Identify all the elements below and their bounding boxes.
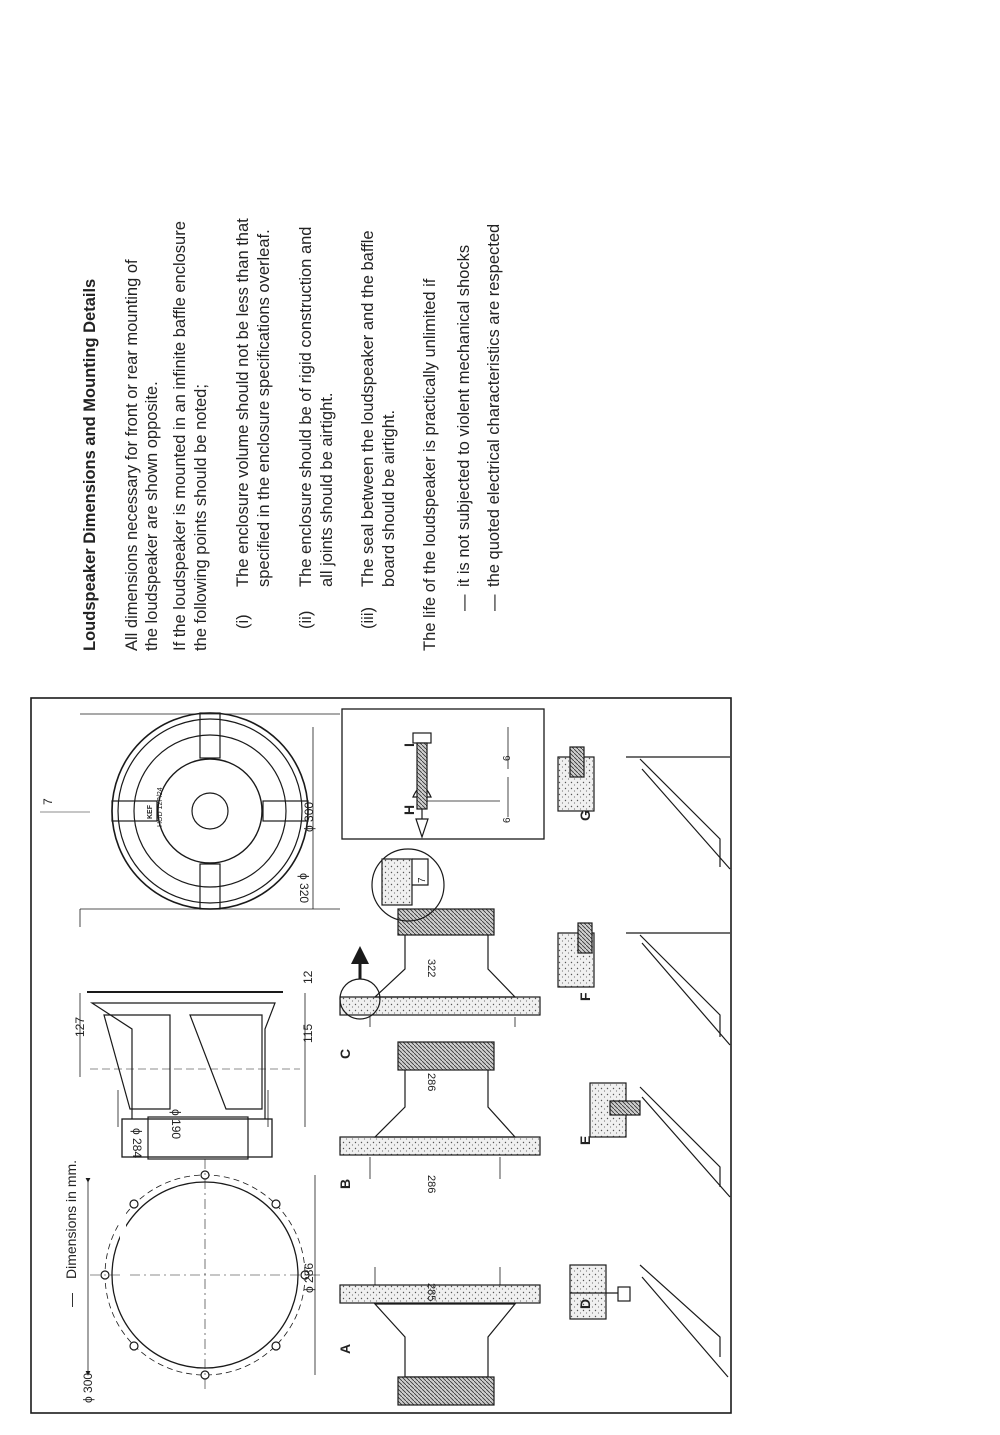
mount-c-drawing [340,909,540,1027]
dim-127: 127 [73,1016,87,1037]
mount-label-a: A [337,1343,353,1354]
dim-190: ϕ 190 [169,1109,183,1140]
dim-115: 115 [301,1023,315,1043]
dim-320: ϕ 320 [297,873,311,904]
intro-line: All dimensions necessary for front or rear mounting of [123,259,141,651]
units-note [63,1160,79,1307]
dim-300-right: ϕ 300 [302,801,316,832]
clamp-label-d: D [577,1298,593,1309]
dim-7-top: 7 [41,798,55,805]
baffle-line: the following points should be noted; [192,384,210,651]
clamp-label-g: G [577,810,593,821]
dim-inset-7: 7 [417,877,428,883]
section-heading: Loudspeaker Dimensions and Mounting Details [81,278,99,651]
condition-dash: — [485,594,503,611]
badge-brand: KEF [147,805,154,819]
mount-label-c: C [337,1048,353,1059]
point-text: board should be airtight. [380,409,398,587]
side-view [80,985,305,1281]
rear-view [40,713,340,927]
point-marker: (ii) [297,610,315,629]
dim-a-285: 285 [425,1283,437,1302]
life-intro: The life of the loudspeaker is practically unlimited if [421,278,439,651]
condition-dash: — [455,594,473,611]
dim-12: 12 [301,970,315,984]
mount-label-b: B [337,1178,353,1189]
point-text: specified in the enclosure specifications overleaf. [255,229,273,587]
dim-h-6: 6 [502,817,513,823]
dim-c-286: 286 [425,1073,437,1092]
dim-284: ϕ 284 [130,1128,144,1159]
condition-text: it is not subjected to violent mechanical shocks [455,244,473,587]
baffle-line: If the loudspeaker is mounted in an infinite baffle enclosure [171,221,189,651]
dim-b-286: 286 [425,1175,437,1194]
mount-a-drawing [340,1267,540,1405]
clamp-label-e: E [577,1135,593,1145]
intro-line: the loudspeaker are shown opposite. [143,381,161,651]
clamp-label-f: F [577,992,593,1001]
dim-286: ϕ 286 [302,1262,316,1293]
point-marker: (i) [234,614,252,629]
dim-300-left: ϕ 300 [81,1372,95,1403]
screw-box [342,709,544,839]
screw-label-i: I [401,743,417,747]
condition-text: the quoted electrical characteristics are respected [485,223,503,587]
screw-label-h: H [401,804,417,815]
clamp-details [558,747,730,1377]
dim-i-6: 6 [502,755,513,761]
badge-model: HOD 12P/24 [157,787,164,827]
diagram-frame [31,698,731,1413]
dim-c-322: 322 [425,959,437,978]
mount-b-drawing [340,1042,540,1179]
svg-text:—: — [63,1293,79,1307]
point-text: The enclosure should be of rigid construction and [297,226,315,587]
point-text: all joints should be airtight. [318,392,336,587]
svg-text:Dimensions in mm.: Dimensions in mm. [63,1159,79,1279]
point-text: The seal between the loudspeaker and the baffle [359,230,377,587]
point-text: The enclosure volume should not be less than that [234,218,252,587]
mounting-diagram [30,697,733,1415]
point-marker: (iii) [359,607,377,629]
